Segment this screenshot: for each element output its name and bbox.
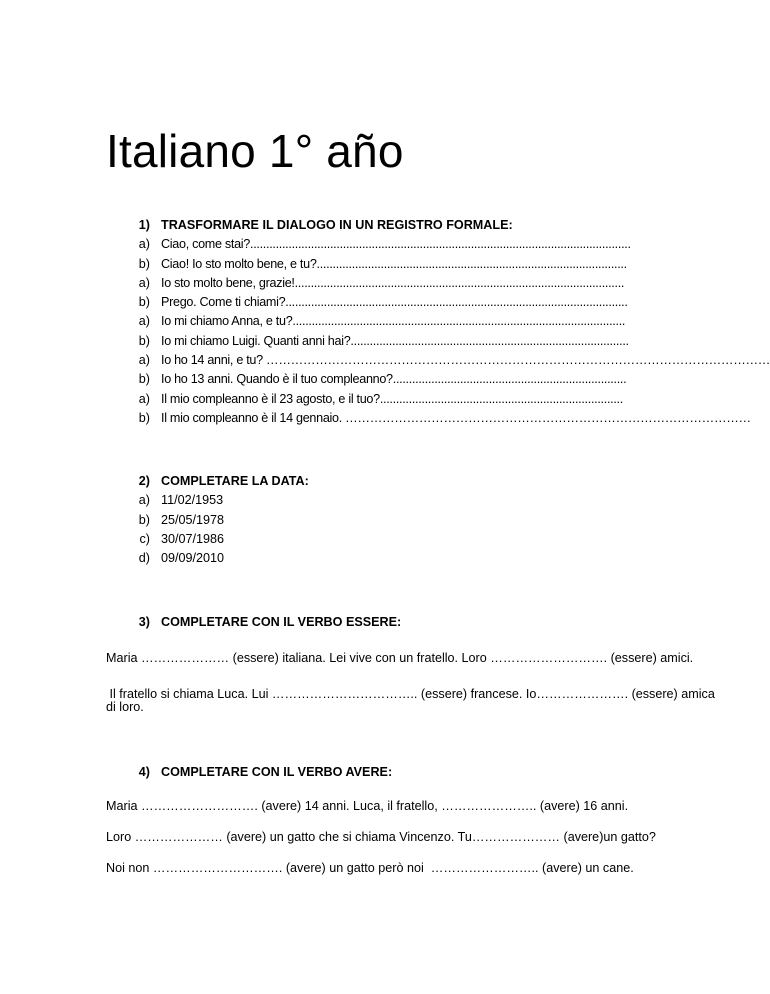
section-2-heading-row bbox=[106, 472, 666, 491]
list-marker: a) bbox=[138, 237, 150, 252]
section-heading: COMPLETARE CON IL VERBO ESSERE: bbox=[161, 615, 402, 629]
list-marker: b) bbox=[138, 333, 150, 348]
dialog-line bbox=[106, 370, 666, 389]
section-1 bbox=[106, 216, 770, 428]
section-number: 3) bbox=[138, 615, 150, 629]
section-number: 1) bbox=[138, 218, 150, 232]
dialog-line bbox=[106, 293, 666, 312]
section-number: 2) bbox=[138, 474, 150, 488]
section-heading: TRASFORMARE IL DIALOGO IN UN REGISTRO FORMALE: bbox=[161, 218, 513, 232]
dialog-line bbox=[106, 351, 770, 370]
list-marker: d) bbox=[138, 551, 150, 566]
dialog-text: Io mi chiamo Luigi. Quanti anni hai?....................................................................................... bbox=[161, 333, 629, 348]
page-title: Italiano 1° año bbox=[106, 125, 404, 177]
exercise-paragraph: Maria ………………… (essere) italiana. Lei vive con un fratello. Loro ………………………. (essere) amici. bbox=[106, 651, 694, 665]
dialog-line bbox=[106, 255, 666, 274]
list-marker: b) bbox=[138, 410, 150, 425]
dialog-line bbox=[106, 390, 666, 409]
date-line bbox=[106, 511, 666, 530]
dialog-text: Prego. Come ti chiami?........................................................................................................... bbox=[161, 295, 628, 310]
list-marker: b) bbox=[138, 512, 150, 527]
dialog-text: Io sto molto bene, grazie!....................................................................................................... bbox=[161, 275, 625, 290]
exercise-paragraph: Il fratello si chiama Luca. Lui …………………………….. (essere) francese. Io…………………. (essere) amica bbox=[106, 687, 715, 701]
section-heading: COMPLETARE LA DATA: bbox=[161, 474, 309, 488]
list-marker: a) bbox=[138, 275, 150, 290]
list-marker: a) bbox=[138, 353, 150, 368]
list-marker: b) bbox=[138, 295, 150, 310]
section-number: 4) bbox=[138, 765, 150, 779]
dialog-text: Io mi chiamo Anna, e tu?........................................................................................................ bbox=[161, 314, 626, 329]
dialog-text: Io ho 14 anni, e tu? …………………………………………………………………………………………………………… bbox=[161, 353, 770, 368]
section-1-heading-row bbox=[106, 216, 666, 235]
list-marker: a) bbox=[138, 314, 150, 329]
dialog-line bbox=[106, 312, 666, 331]
dialog-text: Ciao! Io sto molto bene, e tu?................................................................................................. bbox=[161, 256, 627, 271]
list-marker: b) bbox=[138, 372, 150, 387]
date-text: 25/05/1978 bbox=[161, 512, 225, 527]
date-line bbox=[106, 491, 666, 510]
date-text: 09/09/2010 bbox=[161, 551, 225, 566]
list-marker: a) bbox=[138, 493, 150, 508]
dialog-line bbox=[106, 274, 666, 293]
dialog-text: Il mio compleanno è il 14 gennaio. ……………………………………………………………………………………… bbox=[161, 410, 751, 425]
dialog-line bbox=[106, 409, 751, 428]
exercise-paragraph: Loro ………………… (avere) un gatto che si chiama Vincenzo. Tu………………… (avere)un gatto? bbox=[106, 830, 656, 844]
section-2 bbox=[106, 472, 666, 568]
list-marker: b) bbox=[138, 256, 150, 271]
dialog-text: Il mio compleanno è il 23 agosto, e il tuo?............................................................................ bbox=[161, 391, 623, 406]
dialog-line bbox=[106, 332, 666, 351]
date-text: 11/02/1953 bbox=[161, 493, 224, 508]
exercise-paragraph: di loro. bbox=[106, 700, 144, 714]
section-4-heading-row bbox=[106, 763, 666, 782]
dialog-line bbox=[106, 235, 666, 254]
date-line bbox=[106, 549, 666, 568]
list-marker: a) bbox=[138, 391, 150, 406]
date-line bbox=[106, 530, 666, 549]
exercise-paragraph: Maria ………………………. (avere) 14 anni. Luca, il fratello, ………………….. (avere) 16 anni. bbox=[106, 799, 629, 813]
list-marker: c) bbox=[139, 531, 150, 546]
section-3 bbox=[106, 613, 666, 632]
section-3-heading-row bbox=[106, 613, 666, 632]
dialog-text: Io ho 13 anni. Quando è il tuo compleanno?......................................................................... bbox=[161, 372, 627, 387]
dialog-text: Ciao, come stai?....................................................................................................................... bbox=[161, 237, 631, 252]
date-text: 30/07/1986 bbox=[161, 531, 225, 546]
section-heading: COMPLETARE CON IL VERBO AVERE: bbox=[161, 765, 393, 779]
section-4 bbox=[106, 763, 666, 782]
exercise-paragraph: Noi non …………………………. (avere) un gatto però noi …………………….. (avere) un cane. bbox=[106, 861, 634, 875]
